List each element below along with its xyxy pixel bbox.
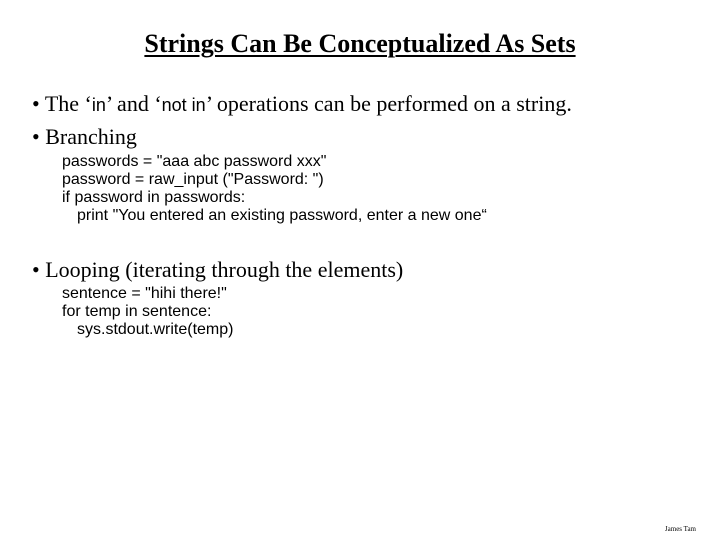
bullet-branching [32, 123, 137, 151]
footer-author: James Tam [664, 525, 696, 533]
bullet-text-middle: ’ and ‘ [105, 91, 162, 116]
code-line: passwords = "aaa abc password xxx" [62, 153, 327, 170]
bullet-text-after: ’ operations can be performed on a string. [205, 91, 572, 116]
bullet-text: Looping (iterating through the elements) [45, 257, 404, 282]
bullet-text-before: The ‘ [44, 91, 92, 116]
code-line: sentence = "hihi there!" [62, 285, 227, 302]
bullet-marker: • [32, 124, 40, 149]
slide-title [0, 28, 720, 60]
code-block-looping [62, 285, 233, 339]
code-line: print "You entered an existing password, enter a new one“ [77, 207, 487, 224]
slide-title-text: Strings Can Be Conceptualized As Sets [144, 29, 576, 58]
bullet-marker: • [32, 257, 40, 282]
bullet-marker: • [32, 91, 40, 116]
code-block-branching [62, 153, 487, 225]
code-line: if password in passwords: [62, 189, 246, 206]
inline-code-in: in [91, 95, 106, 115]
bullet-looping [32, 256, 403, 284]
inline-code-not-in: not in [161, 95, 206, 115]
bullet-text: Branching [45, 124, 137, 149]
code-line: password = raw_input ("Password: ") [62, 171, 324, 188]
code-line: sys.stdout.write(temp) [77, 321, 234, 338]
bullet-in-operations [32, 90, 572, 119]
code-line: for temp in sentence: [62, 303, 212, 320]
